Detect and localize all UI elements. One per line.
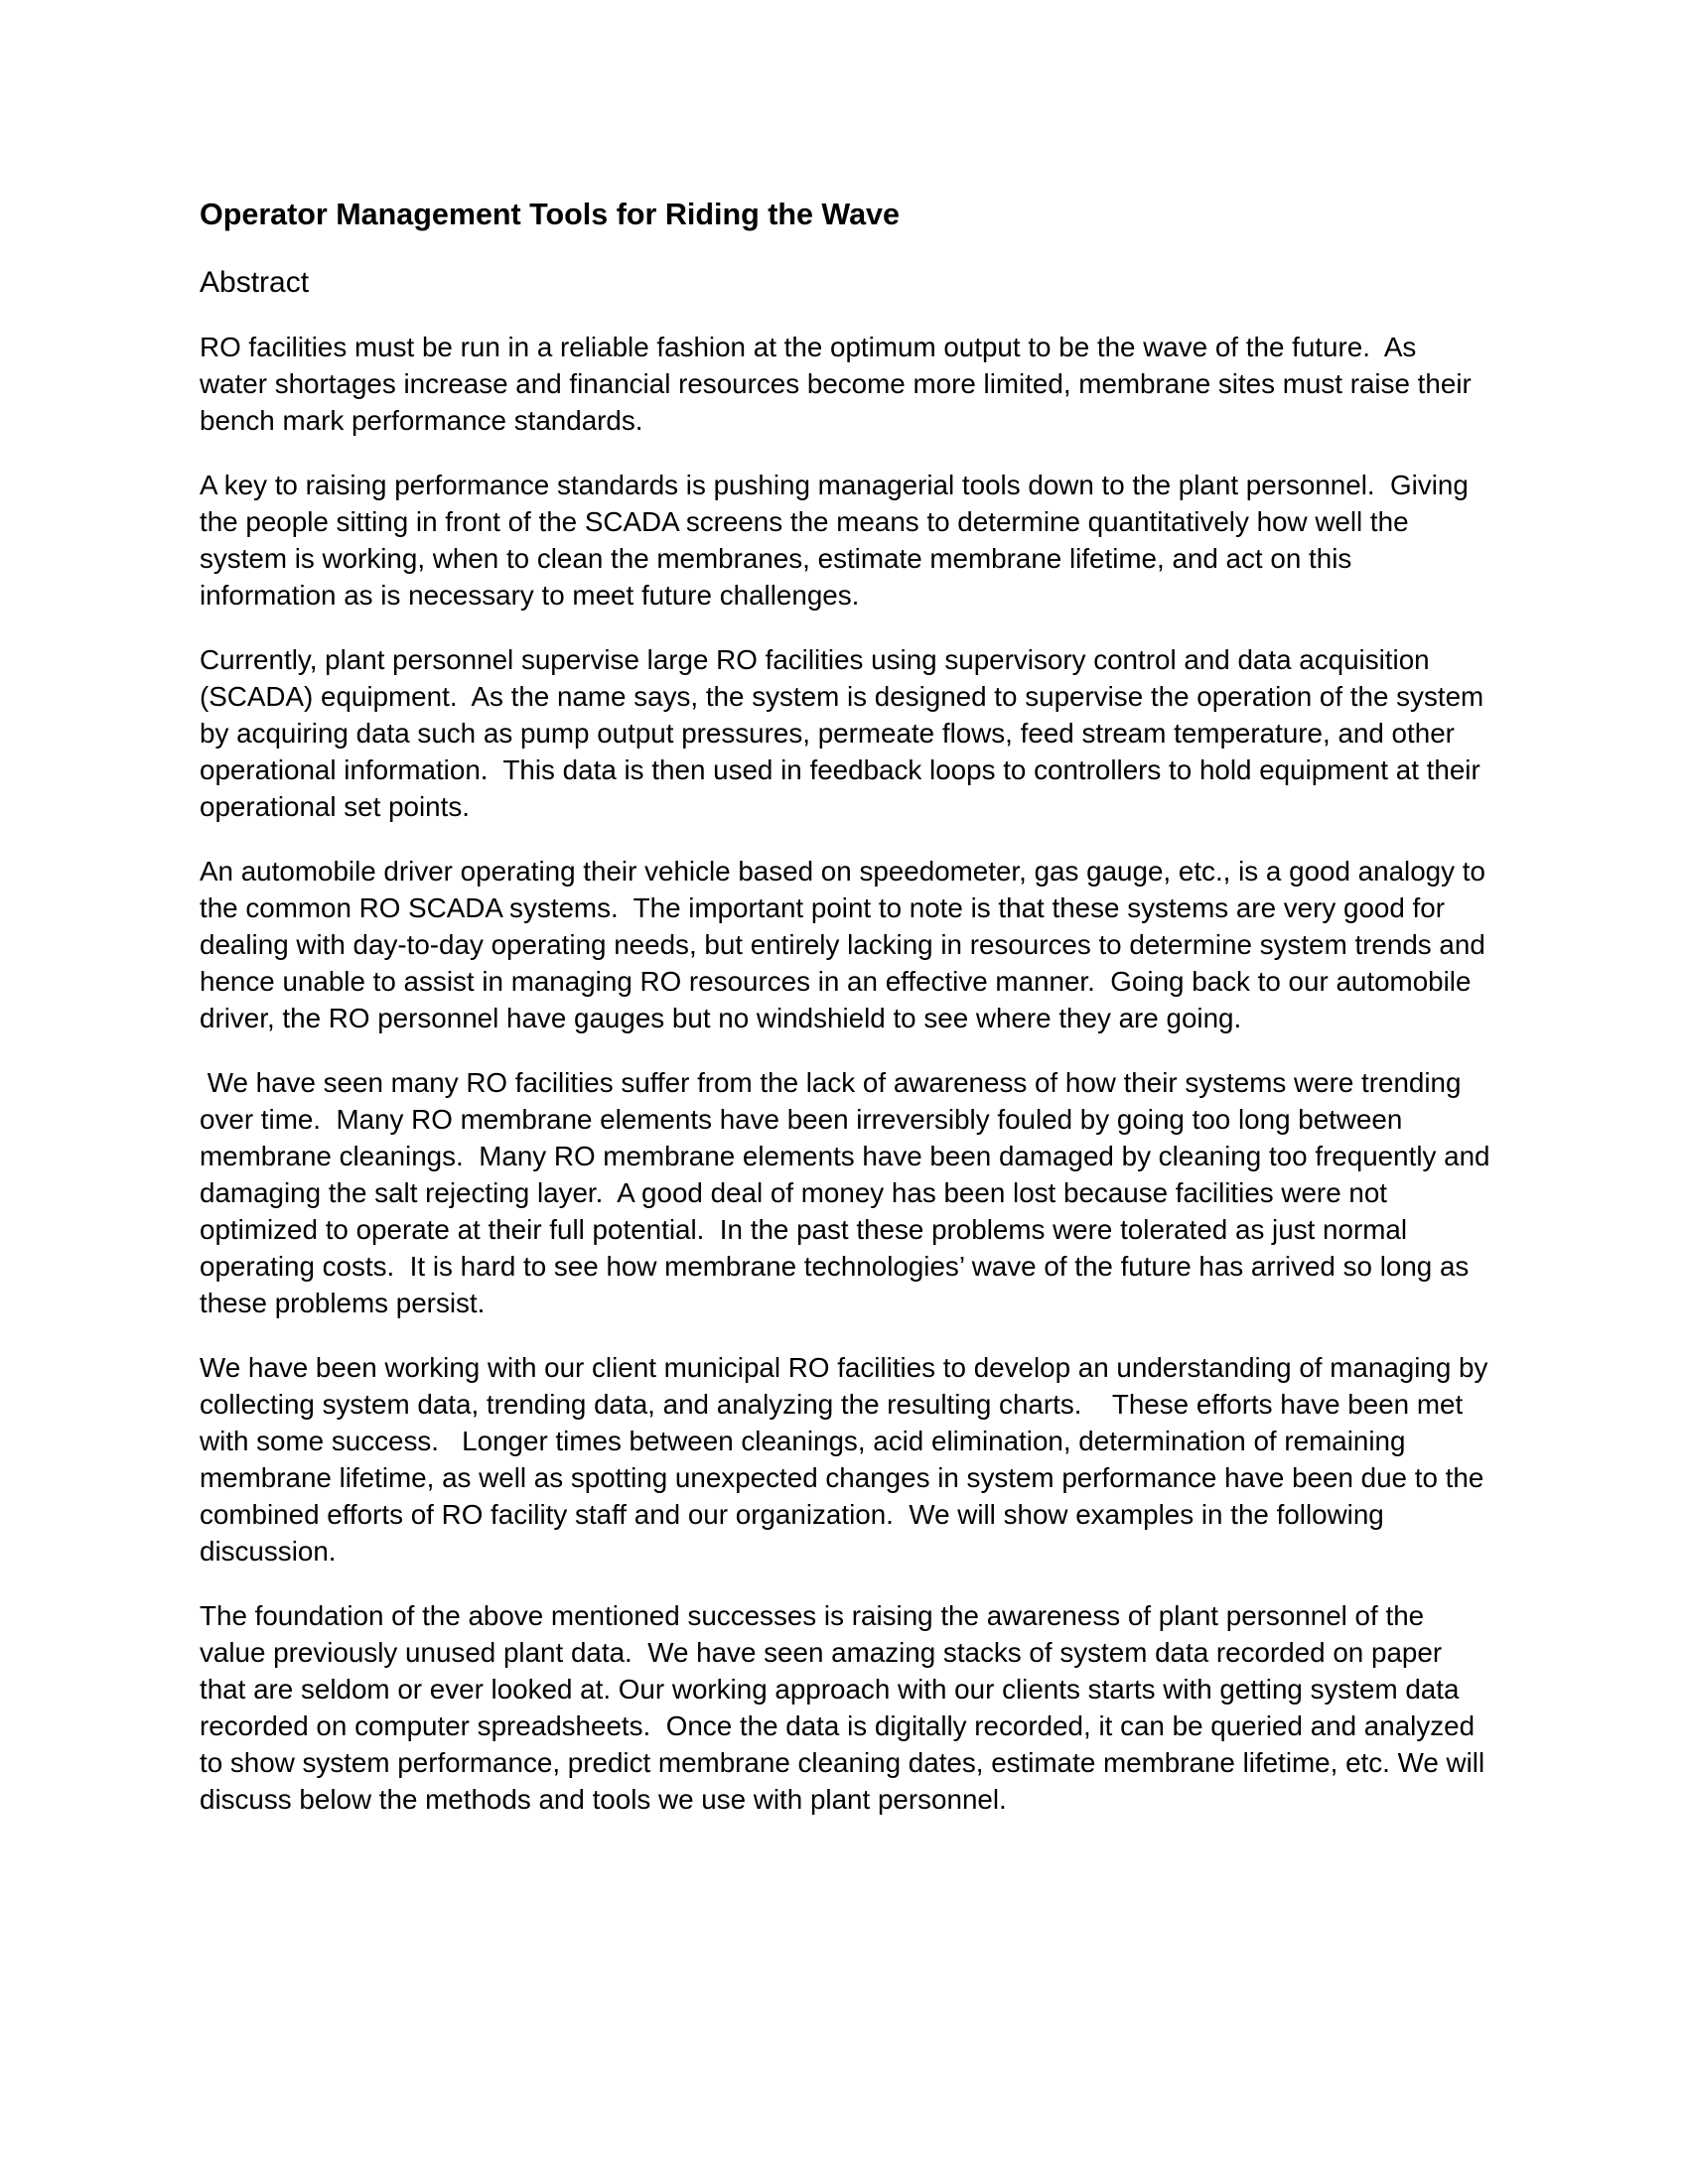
text-line: operational set points. (200, 791, 470, 822)
abstract-body (200, 329, 1499, 1818)
text-line: water shortages increase and financial resources become more limited, membrane sites must raise their (200, 368, 1472, 399)
text-line: collecting system data, trending data, and analyzing the resulting charts. These efforts have been met (200, 1389, 1464, 1420)
text-line: bench mark performance standards. (200, 405, 643, 436)
text-line: Currently, plant personnel supervise large RO facilities using supervisory control and data acquisition (200, 644, 1430, 675)
text-line: (SCADA) equipment. As the name says, the system is designed to supervise the operation of the system (200, 681, 1484, 712)
text-line: A key to raising performance standards is pushing managerial tools down to the plant personnel. Giving (200, 470, 1469, 500)
text-line: discuss below the methods and tools we use with plant personnel. (200, 1784, 1007, 1815)
document-title: Operator Management Tools for Riding the Wave (200, 198, 900, 231)
paragraph (200, 641, 1499, 825)
abstract-heading: Abstract (200, 266, 310, 299)
text-line: combined efforts of RO facility staff and our organization. We will show examples in the following (200, 1499, 1384, 1530)
text-line: The foundation of the above mentioned successes is raising the awareness of plant personnel of the (200, 1600, 1425, 1631)
text-line: We have been working with our client municipal RO facilities to develop an understanding of managing by (200, 1352, 1488, 1383)
text-line: system is working, when to clean the membranes, estimate membrane lifetime, and act on this (200, 543, 1352, 574)
text-line: these problems persist. (200, 1288, 486, 1318)
paragraph (200, 329, 1499, 439)
text-line: driver, the RO personnel have gauges but no windshield to see where they are going. (200, 1003, 1242, 1033)
text-line: by acquiring data such as pump output pressures, permeate flows, feed stream temperature, and other (200, 718, 1455, 749)
text-line: membrane cleanings. Many RO membrane elements have been damaged by cleaning too frequently and (200, 1141, 1490, 1171)
text-line: information as is necessary to meet future challenges. (200, 580, 860, 611)
text-line: with some success. Longer times between cleanings, acid elimination, determination of remaining (200, 1426, 1406, 1456)
text-line: RO facilities must be run in a reliable fashion at the optimum output to be the wave of the future. As (200, 332, 1417, 362)
text-line: operating costs. It is hard to see how membrane technologies’ wave of the future has arrived so long as (200, 1251, 1470, 1282)
text-line: that are seldom or ever looked at. Our working approach with our clients starts with getting system data (200, 1674, 1460, 1705)
text-line: over time. Many RO membrane elements have been irreversibly fouled by going too long between (200, 1104, 1403, 1135)
text-line: recorded on computer spreadsheets. Once the data is digitally recorded, it can be queried and analyzed (200, 1710, 1476, 1741)
text-line: damaging the salt rejecting layer. A good deal of money has been lost because facilities were not (200, 1177, 1388, 1208)
text-line: value previously unused plant data. We have seen amazing stacks of system data recorded on paper (200, 1637, 1443, 1668)
paragraph (200, 1597, 1499, 1818)
paragraph (200, 1349, 1499, 1570)
text-line: dealing with day-to-day operating needs, but entirely lacking in resources to determine system trends and (200, 929, 1485, 960)
text-line: to show system performance, predict membrane cleaning dates, estimate membrane lifetime, etc. We will (200, 1747, 1485, 1778)
text-line: operational information. This data is then used in feedback loops to controllers to hold equipment at their (200, 754, 1480, 785)
paragraph (200, 853, 1499, 1036)
text-line: discussion. (200, 1536, 337, 1567)
text-line: the people sitting in front of the SCADA screens the means to determine quantitatively how well the (200, 506, 1409, 537)
text-line: An automobile driver operating their vehicle based on speedometer, gas gauge, etc., is a good analogy to (200, 856, 1485, 887)
paragraph (200, 1064, 1499, 1321)
text-line: the common RO SCADA systems. The important point to note is that these systems are very good for (200, 892, 1445, 923)
text-line: We have seen many RO facilities suffer from the lack of awareness of how their systems were trending (200, 1067, 1462, 1098)
text-line: hence unable to assist in managing RO resources in an effective manner. Going back to our automobile (200, 966, 1472, 997)
text-line: optimized to operate at their full potential. In the past these problems were tolerated as just normal (200, 1214, 1408, 1245)
text-line: membrane lifetime, as well as spotting unexpected changes in system performance have been due to the (200, 1462, 1484, 1493)
paragraph (200, 467, 1499, 614)
